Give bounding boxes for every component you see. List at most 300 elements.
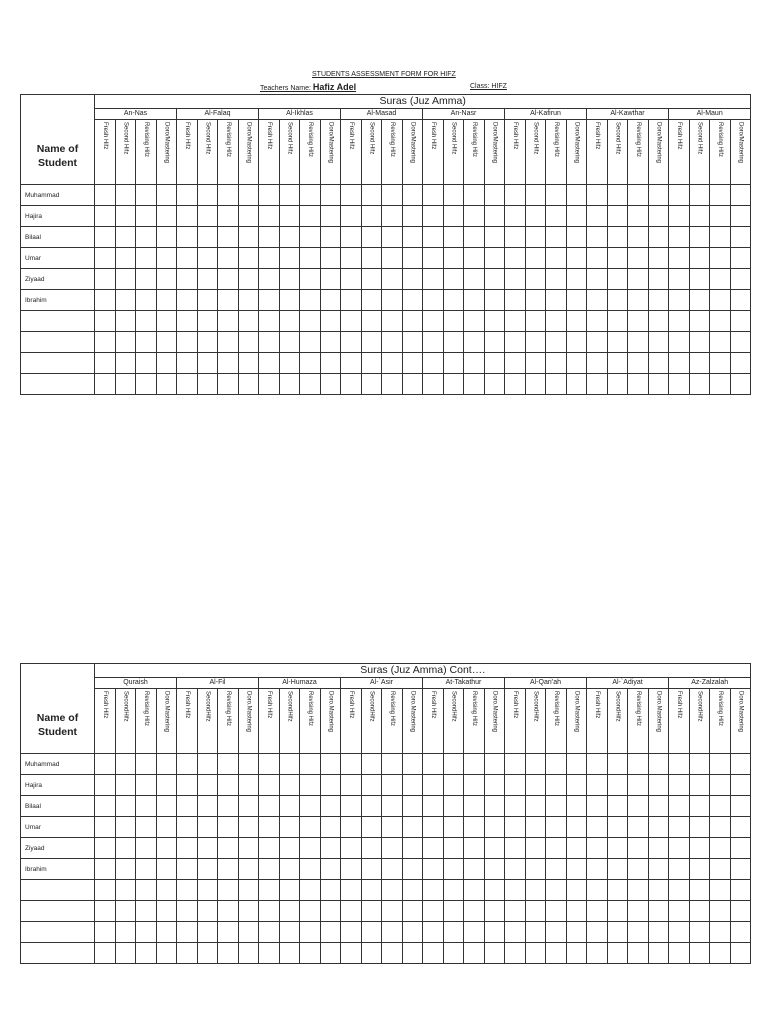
score-cell[interactable] xyxy=(95,269,116,290)
score-cell[interactable] xyxy=(587,311,608,332)
score-cell[interactable] xyxy=(648,838,669,859)
score-cell[interactable] xyxy=(259,311,280,332)
score-cell[interactable] xyxy=(238,206,259,227)
score-cell[interactable] xyxy=(566,817,587,838)
score-cell[interactable] xyxy=(136,775,157,796)
score-cell[interactable] xyxy=(238,353,259,374)
score-cell[interactable] xyxy=(320,775,341,796)
score-cell[interactable] xyxy=(177,374,198,395)
score-cell[interactable] xyxy=(320,880,341,901)
score-cell[interactable] xyxy=(464,901,485,922)
score-cell[interactable] xyxy=(546,311,567,332)
score-cell[interactable] xyxy=(710,754,731,775)
score-cell[interactable] xyxy=(587,838,608,859)
score-cell[interactable] xyxy=(628,227,649,248)
score-cell[interactable] xyxy=(484,269,505,290)
score-cell[interactable] xyxy=(177,290,198,311)
score-cell[interactable] xyxy=(464,943,485,964)
score-cell[interactable] xyxy=(648,754,669,775)
score-cell[interactable] xyxy=(156,943,177,964)
score-cell[interactable] xyxy=(136,206,157,227)
score-cell[interactable] xyxy=(218,332,239,353)
score-cell[interactable] xyxy=(607,248,628,269)
score-cell[interactable] xyxy=(218,754,239,775)
score-cell[interactable] xyxy=(382,290,403,311)
score-cell[interactable] xyxy=(628,859,649,880)
score-cell[interactable] xyxy=(628,374,649,395)
score-cell[interactable] xyxy=(669,248,690,269)
score-cell[interactable] xyxy=(259,922,280,943)
score-cell[interactable] xyxy=(197,248,218,269)
score-cell[interactable] xyxy=(484,374,505,395)
score-cell[interactable] xyxy=(115,290,136,311)
score-cell[interactable] xyxy=(177,901,198,922)
score-cell[interactable] xyxy=(382,901,403,922)
score-cell[interactable] xyxy=(115,943,136,964)
score-cell[interactable] xyxy=(402,838,423,859)
score-cell[interactable] xyxy=(156,880,177,901)
score-cell[interactable] xyxy=(607,206,628,227)
score-cell[interactable] xyxy=(95,859,116,880)
score-cell[interactable] xyxy=(505,311,526,332)
score-cell[interactable] xyxy=(402,754,423,775)
score-cell[interactable] xyxy=(566,943,587,964)
score-cell[interactable] xyxy=(505,922,526,943)
score-cell[interactable] xyxy=(566,859,587,880)
score-cell[interactable] xyxy=(648,817,669,838)
score-cell[interactable] xyxy=(136,332,157,353)
score-cell[interactable] xyxy=(238,796,259,817)
score-cell[interactable] xyxy=(156,185,177,206)
score-cell[interactable] xyxy=(361,859,382,880)
score-cell[interactable] xyxy=(402,796,423,817)
score-cell[interactable] xyxy=(341,859,362,880)
score-cell[interactable] xyxy=(505,880,526,901)
score-cell[interactable] xyxy=(320,248,341,269)
score-cell[interactable] xyxy=(710,227,731,248)
score-cell[interactable] xyxy=(361,353,382,374)
score-cell[interactable] xyxy=(136,185,157,206)
score-cell[interactable] xyxy=(546,943,567,964)
score-cell[interactable] xyxy=(628,206,649,227)
score-cell[interactable] xyxy=(423,838,444,859)
score-cell[interactable] xyxy=(341,185,362,206)
score-cell[interactable] xyxy=(669,775,690,796)
score-cell[interactable] xyxy=(279,311,300,332)
score-cell[interactable] xyxy=(607,775,628,796)
score-cell[interactable] xyxy=(320,227,341,248)
score-cell[interactable] xyxy=(238,817,259,838)
score-cell[interactable] xyxy=(279,248,300,269)
score-cell[interactable] xyxy=(423,880,444,901)
score-cell[interactable] xyxy=(525,290,546,311)
score-cell[interactable] xyxy=(402,248,423,269)
score-cell[interactable] xyxy=(238,290,259,311)
score-cell[interactable] xyxy=(587,922,608,943)
score-cell[interactable] xyxy=(320,290,341,311)
score-cell[interactable] xyxy=(546,248,567,269)
score-cell[interactable] xyxy=(279,901,300,922)
score-cell[interactable] xyxy=(115,269,136,290)
score-cell[interactable] xyxy=(525,922,546,943)
score-cell[interactable] xyxy=(402,943,423,964)
score-cell[interactable] xyxy=(525,332,546,353)
score-cell[interactable] xyxy=(464,859,485,880)
score-cell[interactable] xyxy=(566,206,587,227)
score-cell[interactable] xyxy=(464,269,485,290)
score-cell[interactable] xyxy=(382,880,403,901)
score-cell[interactable] xyxy=(710,311,731,332)
score-cell[interactable] xyxy=(443,943,464,964)
score-cell[interactable] xyxy=(197,311,218,332)
score-cell[interactable] xyxy=(300,332,321,353)
score-cell[interactable] xyxy=(136,248,157,269)
score-cell[interactable] xyxy=(710,353,731,374)
score-cell[interactable] xyxy=(95,311,116,332)
score-cell[interactable] xyxy=(587,269,608,290)
score-cell[interactable] xyxy=(177,227,198,248)
score-cell[interactable] xyxy=(587,206,608,227)
score-cell[interactable] xyxy=(628,311,649,332)
score-cell[interactable] xyxy=(382,859,403,880)
score-cell[interactable] xyxy=(628,248,649,269)
score-cell[interactable] xyxy=(136,943,157,964)
score-cell[interactable] xyxy=(669,901,690,922)
score-cell[interactable] xyxy=(484,838,505,859)
score-cell[interactable] xyxy=(95,775,116,796)
score-cell[interactable] xyxy=(259,269,280,290)
score-cell[interactable] xyxy=(115,227,136,248)
score-cell[interactable] xyxy=(197,880,218,901)
score-cell[interactable] xyxy=(115,332,136,353)
score-cell[interactable] xyxy=(320,859,341,880)
score-cell[interactable] xyxy=(382,754,403,775)
score-cell[interactable] xyxy=(464,353,485,374)
score-cell[interactable] xyxy=(525,880,546,901)
score-cell[interactable] xyxy=(607,838,628,859)
score-cell[interactable] xyxy=(443,775,464,796)
score-cell[interactable] xyxy=(484,754,505,775)
score-cell[interactable] xyxy=(546,332,567,353)
score-cell[interactable] xyxy=(423,311,444,332)
score-cell[interactable] xyxy=(525,206,546,227)
score-cell[interactable] xyxy=(669,290,690,311)
score-cell[interactable] xyxy=(689,185,710,206)
score-cell[interactable] xyxy=(115,311,136,332)
score-cell[interactable] xyxy=(505,754,526,775)
score-cell[interactable] xyxy=(669,311,690,332)
score-cell[interactable] xyxy=(546,838,567,859)
score-cell[interactable] xyxy=(607,332,628,353)
score-cell[interactable] xyxy=(607,943,628,964)
score-cell[interactable] xyxy=(218,817,239,838)
score-cell[interactable] xyxy=(320,901,341,922)
score-cell[interactable] xyxy=(341,206,362,227)
score-cell[interactable] xyxy=(382,332,403,353)
score-cell[interactable] xyxy=(259,754,280,775)
score-cell[interactable] xyxy=(361,269,382,290)
score-cell[interactable] xyxy=(300,206,321,227)
score-cell[interactable] xyxy=(402,185,423,206)
score-cell[interactable] xyxy=(402,332,423,353)
score-cell[interactable] xyxy=(197,817,218,838)
score-cell[interactable] xyxy=(464,880,485,901)
score-cell[interactable] xyxy=(628,817,649,838)
score-cell[interactable] xyxy=(689,227,710,248)
score-cell[interactable] xyxy=(218,269,239,290)
score-cell[interactable] xyxy=(730,901,751,922)
score-cell[interactable] xyxy=(710,248,731,269)
score-cell[interactable] xyxy=(341,311,362,332)
score-cell[interactable] xyxy=(546,227,567,248)
score-cell[interactable] xyxy=(505,838,526,859)
score-cell[interactable] xyxy=(136,311,157,332)
score-cell[interactable] xyxy=(730,838,751,859)
score-cell[interactable] xyxy=(361,796,382,817)
score-cell[interactable] xyxy=(156,901,177,922)
score-cell[interactable] xyxy=(300,817,321,838)
score-cell[interactable] xyxy=(443,901,464,922)
score-cell[interactable] xyxy=(689,922,710,943)
score-cell[interactable] xyxy=(587,880,608,901)
score-cell[interactable] xyxy=(95,206,116,227)
score-cell[interactable] xyxy=(464,838,485,859)
score-cell[interactable] xyxy=(484,248,505,269)
score-cell[interactable] xyxy=(300,796,321,817)
score-cell[interactable] xyxy=(382,248,403,269)
score-cell[interactable] xyxy=(648,796,669,817)
score-cell[interactable] xyxy=(484,290,505,311)
score-cell[interactable] xyxy=(689,290,710,311)
score-cell[interactable] xyxy=(710,206,731,227)
score-cell[interactable] xyxy=(423,269,444,290)
score-cell[interactable] xyxy=(443,311,464,332)
score-cell[interactable] xyxy=(382,796,403,817)
score-cell[interactable] xyxy=(628,353,649,374)
score-cell[interactable] xyxy=(382,817,403,838)
score-cell[interactable] xyxy=(218,206,239,227)
score-cell[interactable] xyxy=(197,796,218,817)
score-cell[interactable] xyxy=(566,838,587,859)
score-cell[interactable] xyxy=(546,185,567,206)
score-cell[interactable] xyxy=(484,185,505,206)
score-cell[interactable] xyxy=(566,374,587,395)
score-cell[interactable] xyxy=(197,943,218,964)
score-cell[interactable] xyxy=(238,332,259,353)
score-cell[interactable] xyxy=(669,269,690,290)
score-cell[interactable] xyxy=(177,838,198,859)
score-cell[interactable] xyxy=(464,185,485,206)
score-cell[interactable] xyxy=(423,332,444,353)
score-cell[interactable] xyxy=(443,227,464,248)
score-cell[interactable] xyxy=(464,817,485,838)
score-cell[interactable] xyxy=(320,943,341,964)
score-cell[interactable] xyxy=(587,796,608,817)
score-cell[interactable] xyxy=(218,901,239,922)
score-cell[interactable] xyxy=(525,248,546,269)
score-cell[interactable] xyxy=(423,353,444,374)
score-cell[interactable] xyxy=(648,859,669,880)
score-cell[interactable] xyxy=(382,838,403,859)
score-cell[interactable] xyxy=(218,775,239,796)
score-cell[interactable] xyxy=(177,311,198,332)
score-cell[interactable] xyxy=(238,269,259,290)
score-cell[interactable] xyxy=(689,311,710,332)
score-cell[interactable] xyxy=(320,185,341,206)
score-cell[interactable] xyxy=(423,817,444,838)
score-cell[interactable] xyxy=(197,754,218,775)
score-cell[interactable] xyxy=(341,374,362,395)
score-cell[interactable] xyxy=(546,754,567,775)
score-cell[interactable] xyxy=(730,859,751,880)
score-cell[interactable] xyxy=(648,353,669,374)
score-cell[interactable] xyxy=(607,880,628,901)
score-cell[interactable] xyxy=(484,859,505,880)
score-cell[interactable] xyxy=(546,922,567,943)
score-cell[interactable] xyxy=(136,374,157,395)
score-cell[interactable] xyxy=(259,185,280,206)
score-cell[interactable] xyxy=(566,901,587,922)
score-cell[interactable] xyxy=(669,922,690,943)
score-cell[interactable] xyxy=(669,817,690,838)
score-cell[interactable] xyxy=(259,290,280,311)
score-cell[interactable] xyxy=(177,859,198,880)
score-cell[interactable] xyxy=(566,185,587,206)
score-cell[interactable] xyxy=(443,859,464,880)
score-cell[interactable] xyxy=(423,290,444,311)
score-cell[interactable] xyxy=(115,248,136,269)
score-cell[interactable] xyxy=(505,248,526,269)
score-cell[interactable] xyxy=(505,859,526,880)
score-cell[interactable] xyxy=(648,290,669,311)
score-cell[interactable] xyxy=(382,185,403,206)
score-cell[interactable] xyxy=(382,353,403,374)
score-cell[interactable] xyxy=(587,185,608,206)
score-cell[interactable] xyxy=(443,838,464,859)
score-cell[interactable] xyxy=(259,943,280,964)
score-cell[interactable] xyxy=(525,838,546,859)
score-cell[interactable] xyxy=(423,922,444,943)
score-cell[interactable] xyxy=(300,943,321,964)
score-cell[interactable] xyxy=(566,754,587,775)
score-cell[interactable] xyxy=(669,374,690,395)
score-cell[interactable] xyxy=(648,269,669,290)
score-cell[interactable] xyxy=(136,922,157,943)
score-cell[interactable] xyxy=(730,227,751,248)
score-cell[interactable] xyxy=(525,185,546,206)
score-cell[interactable] xyxy=(320,374,341,395)
score-cell[interactable] xyxy=(136,353,157,374)
score-cell[interactable] xyxy=(689,901,710,922)
score-cell[interactable] xyxy=(156,206,177,227)
score-cell[interactable] xyxy=(156,374,177,395)
score-cell[interactable] xyxy=(628,922,649,943)
score-cell[interactable] xyxy=(607,185,628,206)
score-cell[interactable] xyxy=(402,817,423,838)
score-cell[interactable] xyxy=(361,374,382,395)
score-cell[interactable] xyxy=(320,269,341,290)
score-cell[interactable] xyxy=(546,880,567,901)
score-cell[interactable] xyxy=(525,269,546,290)
score-cell[interactable] xyxy=(300,775,321,796)
score-cell[interactable] xyxy=(648,206,669,227)
score-cell[interactable] xyxy=(300,838,321,859)
score-cell[interactable] xyxy=(648,880,669,901)
score-cell[interactable] xyxy=(177,206,198,227)
score-cell[interactable] xyxy=(464,248,485,269)
score-cell[interactable] xyxy=(361,206,382,227)
score-cell[interactable] xyxy=(238,311,259,332)
score-cell[interactable] xyxy=(300,227,321,248)
score-cell[interactable] xyxy=(320,796,341,817)
score-cell[interactable] xyxy=(730,332,751,353)
score-cell[interactable] xyxy=(259,206,280,227)
score-cell[interactable] xyxy=(361,838,382,859)
score-cell[interactable] xyxy=(730,880,751,901)
score-cell[interactable] xyxy=(587,754,608,775)
score-cell[interactable] xyxy=(689,838,710,859)
score-cell[interactable] xyxy=(115,922,136,943)
score-cell[interactable] xyxy=(238,859,259,880)
score-cell[interactable] xyxy=(177,880,198,901)
score-cell[interactable] xyxy=(730,185,751,206)
score-cell[interactable] xyxy=(423,185,444,206)
score-cell[interactable] xyxy=(505,332,526,353)
score-cell[interactable] xyxy=(730,922,751,943)
score-cell[interactable] xyxy=(259,227,280,248)
score-cell[interactable] xyxy=(730,248,751,269)
score-cell[interactable] xyxy=(218,943,239,964)
score-cell[interactable] xyxy=(115,838,136,859)
score-cell[interactable] xyxy=(341,290,362,311)
score-cell[interactable] xyxy=(669,880,690,901)
score-cell[interactable] xyxy=(648,248,669,269)
score-cell[interactable] xyxy=(443,332,464,353)
score-cell[interactable] xyxy=(279,374,300,395)
score-cell[interactable] xyxy=(689,775,710,796)
score-cell[interactable] xyxy=(341,353,362,374)
score-cell[interactable] xyxy=(95,353,116,374)
score-cell[interactable] xyxy=(669,859,690,880)
score-cell[interactable] xyxy=(648,943,669,964)
score-cell[interactable] xyxy=(464,332,485,353)
score-cell[interactable] xyxy=(689,374,710,395)
score-cell[interactable] xyxy=(197,838,218,859)
score-cell[interactable] xyxy=(361,922,382,943)
score-cell[interactable] xyxy=(177,922,198,943)
score-cell[interactable] xyxy=(115,185,136,206)
score-cell[interactable] xyxy=(115,901,136,922)
score-cell[interactable] xyxy=(546,901,567,922)
score-cell[interactable] xyxy=(156,775,177,796)
score-cell[interactable] xyxy=(710,185,731,206)
score-cell[interactable] xyxy=(218,311,239,332)
score-cell[interactable] xyxy=(689,353,710,374)
score-cell[interactable] xyxy=(279,290,300,311)
score-cell[interactable] xyxy=(341,796,362,817)
score-cell[interactable] xyxy=(136,901,157,922)
score-cell[interactable] xyxy=(443,290,464,311)
score-cell[interactable] xyxy=(238,838,259,859)
score-cell[interactable] xyxy=(402,206,423,227)
score-cell[interactable] xyxy=(505,901,526,922)
score-cell[interactable] xyxy=(218,922,239,943)
score-cell[interactable] xyxy=(382,922,403,943)
score-cell[interactable] xyxy=(484,775,505,796)
score-cell[interactable] xyxy=(443,754,464,775)
score-cell[interactable] xyxy=(648,922,669,943)
score-cell[interactable] xyxy=(710,922,731,943)
